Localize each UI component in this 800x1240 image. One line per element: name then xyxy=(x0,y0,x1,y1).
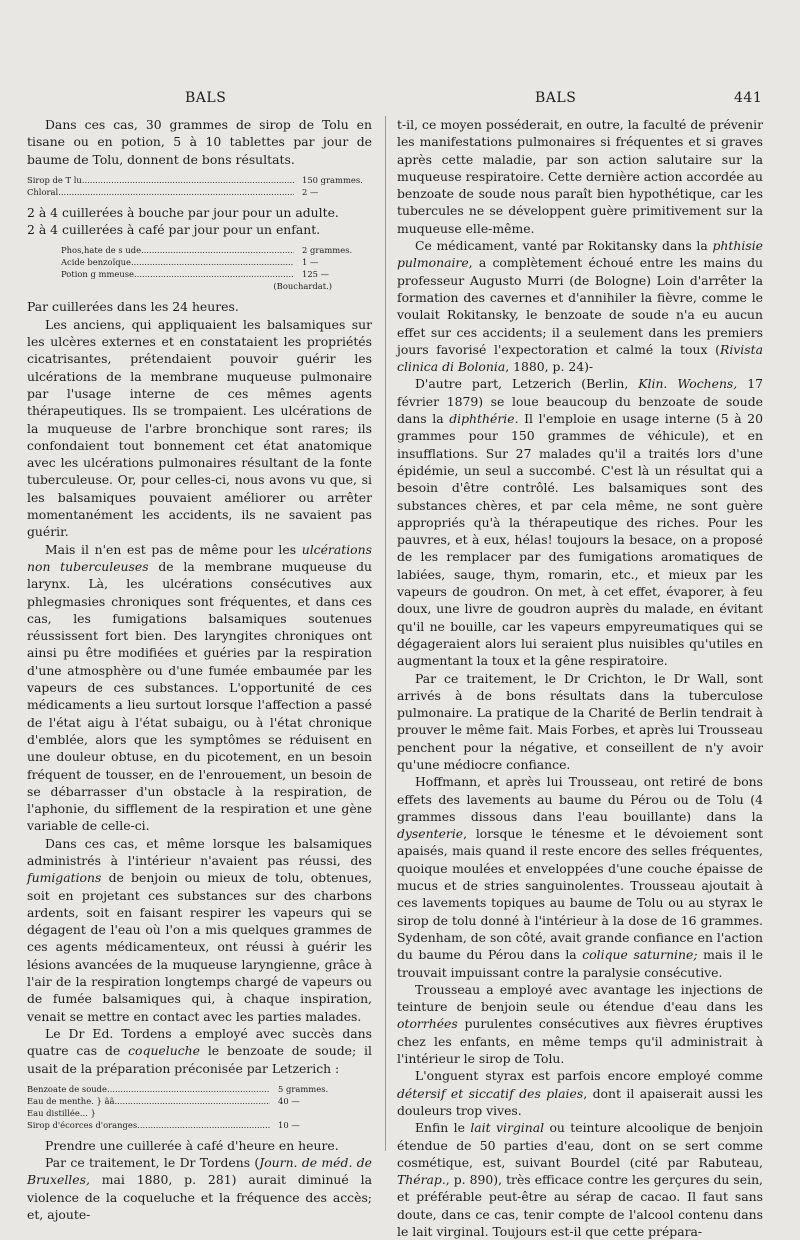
paragraph: Les anciens, qui appliquaient les balsamiques sur les ulcères externes et en constataient les propriétés cicatrisantes, prétendaient pouvoir guérir les ulcérations de la membrane muqueuse pulmonaire par l'usage interne de ces mêmes agents thérapeutiques. Ils se trompaient. Les ulcérations de la muqueuse de l'arbre bronchique sont rares; ils confondaient tout bonnement cet état anatomique avec les ulcérations pulmonaires résultant de la fonte tuberculeuse. Or, pour celles-ci, nous avons vu que, si les balsamiques pouvaient améliorer ou arrêter momentanément les accidents, ils ne savaient pas guérir. xyxy=(27,316,372,540)
column-divider xyxy=(385,116,386,1151)
prescription-line: Sirop de T lu ..... 150 grammes. xyxy=(27,174,372,186)
running-head-left: BALS xyxy=(185,90,227,106)
prescription-line: Eau de menthe. } ãã ..... 40 — xyxy=(27,1095,348,1107)
prescription-line: Phos,hate de s ude ..... 2 grammes. xyxy=(61,244,372,256)
running-head-right: BALS xyxy=(535,90,577,106)
paragraph: Par ce traitement, le Dr Tordens (Journ. de méd. de Bruxelles, mai 1880, p. 281) aurait diminué la violence de la coqueluche et la fréquence des accès; et, ajoute- xyxy=(27,1155,372,1223)
paragraph: Mais il n'en est pas de même pour les ulcérations non tuberculeuses de la membrane muqueuse du larynx. Là, les ulcérations consécutives aux phlegmasies chroniques sont fréquentes, et dans ces cas, les fumigations balsamiques soutenues réussissent fort bien. Des laryngites chroniques ont ainsi pu être modifiées et guéries par la respiration d'une atmosphère ou d'une fumée embaumée par les vapeurs de ces substances. L'opportunité de ces médicaments a lieu surtout lorsque l'affection a passé de l'état aigu à l'état subaigu, ou à l'état chronique d'emblée, alors que les symptômes se réduisent en une douleur obtuse, en du picotement, en un besoin fréquent de tousser, en de l'enrouement, un besoin de se débarrasser d'un obstacle à la respiration, de l'aphonie, du sifflement de la respiration et une gène variable de celle-ci. xyxy=(27,541,372,834)
paragraph: t-il, ce moyen posséderait, en outre, la faculté de prévenir les manifestations pulmonaires si fréquentes et si graves après cette maladie, par son action salutaire sur la muqueuse respiratoire. Cette dernière action accordée au benzoate de soude nous paraît bien hypothétique, car les tubercules ne se développent guère primitivement sur la muqueuse elle-même. xyxy=(397,117,763,236)
paragraph: L'onguent styrax est parfois encore employé comme détersif et siccatif des plaies, dont il apaiserait aussi les douleurs trop vives. xyxy=(397,1068,763,1118)
left-column xyxy=(27,116,372,1223)
paragraph: Prendre une cuillerée à café d'heure en heure. xyxy=(45,1137,339,1153)
prescription-line: Benzoate de soude ..... 5 grammes. xyxy=(27,1083,348,1095)
page-number: 441 xyxy=(734,90,763,106)
paragraph: Par ce traitement, le Dr Crichton, le Dr Wall, sont arrivés à de bons résultats dans la tuberculose pulmonaire. La pratique de la Charité de Berlin tendrait à prouver le même fait. Mais Forbes, et après lui Trousseau penchent pour la négative, et conseillent de n'y avoir qu'une médiocre confiance. xyxy=(397,670,763,772)
prescription-phosphate xyxy=(27,244,372,292)
paragraph: Trousseau a employé avec avantage les injections de teinture de benjoin seule ou étendue d'eau dans les otorrhées purulentes consécutives aux fièvres éruptives chez les enfants, en même temps qu'il administrait à l'intérieur le sirop de Tolu. xyxy=(397,981,763,1067)
prescription-line: Eau distillée... } xyxy=(27,1107,96,1118)
prescription-line: Chloral ..... 2 — xyxy=(27,186,372,198)
paragraph: Dans ces cas, 30 grammes de sirop de Tolu en tisane ou en potion, 5 à 10 tablettes par jour de baume de Tolu, donnent de bons résultats. xyxy=(27,117,372,167)
prescription-line: Sirop d'écorces d'oranges ..... 10 — xyxy=(27,1119,348,1131)
prescription-author: (Bouchardat.) xyxy=(273,281,332,292)
prescription-benzoate xyxy=(27,1083,372,1131)
paragraph: Dans ces cas, et même lorsque les balsamiques administrés à l'intérieur n'avaient pas réussi, des fumigations de benjoin ou mieux de tolu, obtenues, soit en projetant ces substances sur des charbons ardents, soit en faisant respirer les vapeurs qui se dégagent de l'eau où l'on a mis quelques grammes de ces agents médicamenteux, ont réussi à guérir les lésions avancées de la muqueuse laryngienne, grâce à l'air de la respiration longtemps chargé de vapeurs ou de fumée balsamiques qui, à chaque inspiration, venait se mettre en contact avec les parties malades. xyxy=(27,835,372,1024)
paragraph: Le Dr Ed. Tordens a employé avec succès dans quatre cas de coqueluche le benzoate de soude; il usait de la préparation préconisée par Letzerich : xyxy=(27,1025,372,1076)
paragraph: Enfin le lait virginal ou teinture alcoolique de benjoin étendue de 50 parties d'eau, dont on se sert comme cosmétique, est, suivant Bourdel (cité par Rabuteau, Thérap., p. 890), très efficace contre les gerçures du sein, et préférable peut-être au sérap de cacao. Il faut sans doute, dans ce cas, tenir compte de l'alcool contenu dans le lait virginal. Toujours est-il que cette prépara- xyxy=(397,1120,763,1239)
prescription-line: Acide benzoïque ..... 1 — xyxy=(61,256,372,268)
paragraph: D'autre part, Letzerich (Berlin, Klin. Wochens, 17 février 1879) se loue beaucoup du benzoate de soude dans la diphthérie. Il l'emploie en usage interne (5 à 20 grammes pour 150 grammes de véhicule), et en insufflations. Sur 27 malades qu'il a traités lors d'une épidémie, un seul a succombé. C'est là un résultat qui a besoin d'être contrôlé. Les balsamiques sont des substances chères, et par cela même, ne sont guère appropriés qu'à la thérapeutique des riches. Pour les pauvres, et à eux, hélas! toujours la besace, on a proposé de les remplacer par des fumigations aromatiques de labiées, sauge, thym, romarin, etc., et mieux par les vapeurs de goudron. On met, à cet effet, évaporer, à feu doux, une livre de goudron auprès du malade, en évitant qu'il ne bouille, car les vapeurs empyreumatiques qui se dégageraient alors lui seraient plus nuisibles qu'utiles en augmentant la toux et la gêne respiratoire. xyxy=(397,376,763,669)
prescription-line: Potion g mmeuse ..... 125 — xyxy=(61,268,372,280)
dosage-line: 2 à 4 cuillerées à café par jour pour un enfant. xyxy=(27,222,321,238)
paragraph: Ce médicament, vanté par Rokitansky dans la phthisie pulmonaire, a complètement échoué entre les mains du professeur Augusto Murri (de Bologne) Loin d'arrêter la formation des cavernes et d'annihiler la fièvre, comme le voulait Rokitansky, le benzoate de soude n'a eu aucun effet sur ces accidents; il a seulement dans les premiers jours favorisé l'expectoration et calmé la toux (Rivista clinica di Bolonia, 1880, p. 24)- xyxy=(397,238,763,375)
dosage-line: 2 à 4 cuillerées à bouche par jour pour un adulte. xyxy=(27,204,339,220)
right-column xyxy=(397,116,763,1240)
paragraph: Par cuillerées dans les 24 heures. xyxy=(27,299,239,315)
paragraph: Hoffmann, et après lui Trousseau, ont retiré de bons effets des lavements au baume du Pérou ou de Tolu (4 grammes dissous dans l'eau bouillante) dans la dysenterie, lorsque le ténesme et le dévoiement sont apaisés, mais quand il reste encore des selles fréquentes, quoique moulées et enveloppées d'une couche épaisse de mucus et de stries sanguinolentes. Trousseau ajoutait à ces lavements topiques au baume de Tolu ou au styrax le sirop de tolu donné à l'intérieur à la dose de 16 grammes. Sydenham, de son côté, avait grande confiance en l'action du baume du Pérou dans la colique saturnine; mais il le trouvait impuissant contre la paralysie consécutive. xyxy=(397,774,763,980)
prescription-chloral xyxy=(27,174,372,198)
